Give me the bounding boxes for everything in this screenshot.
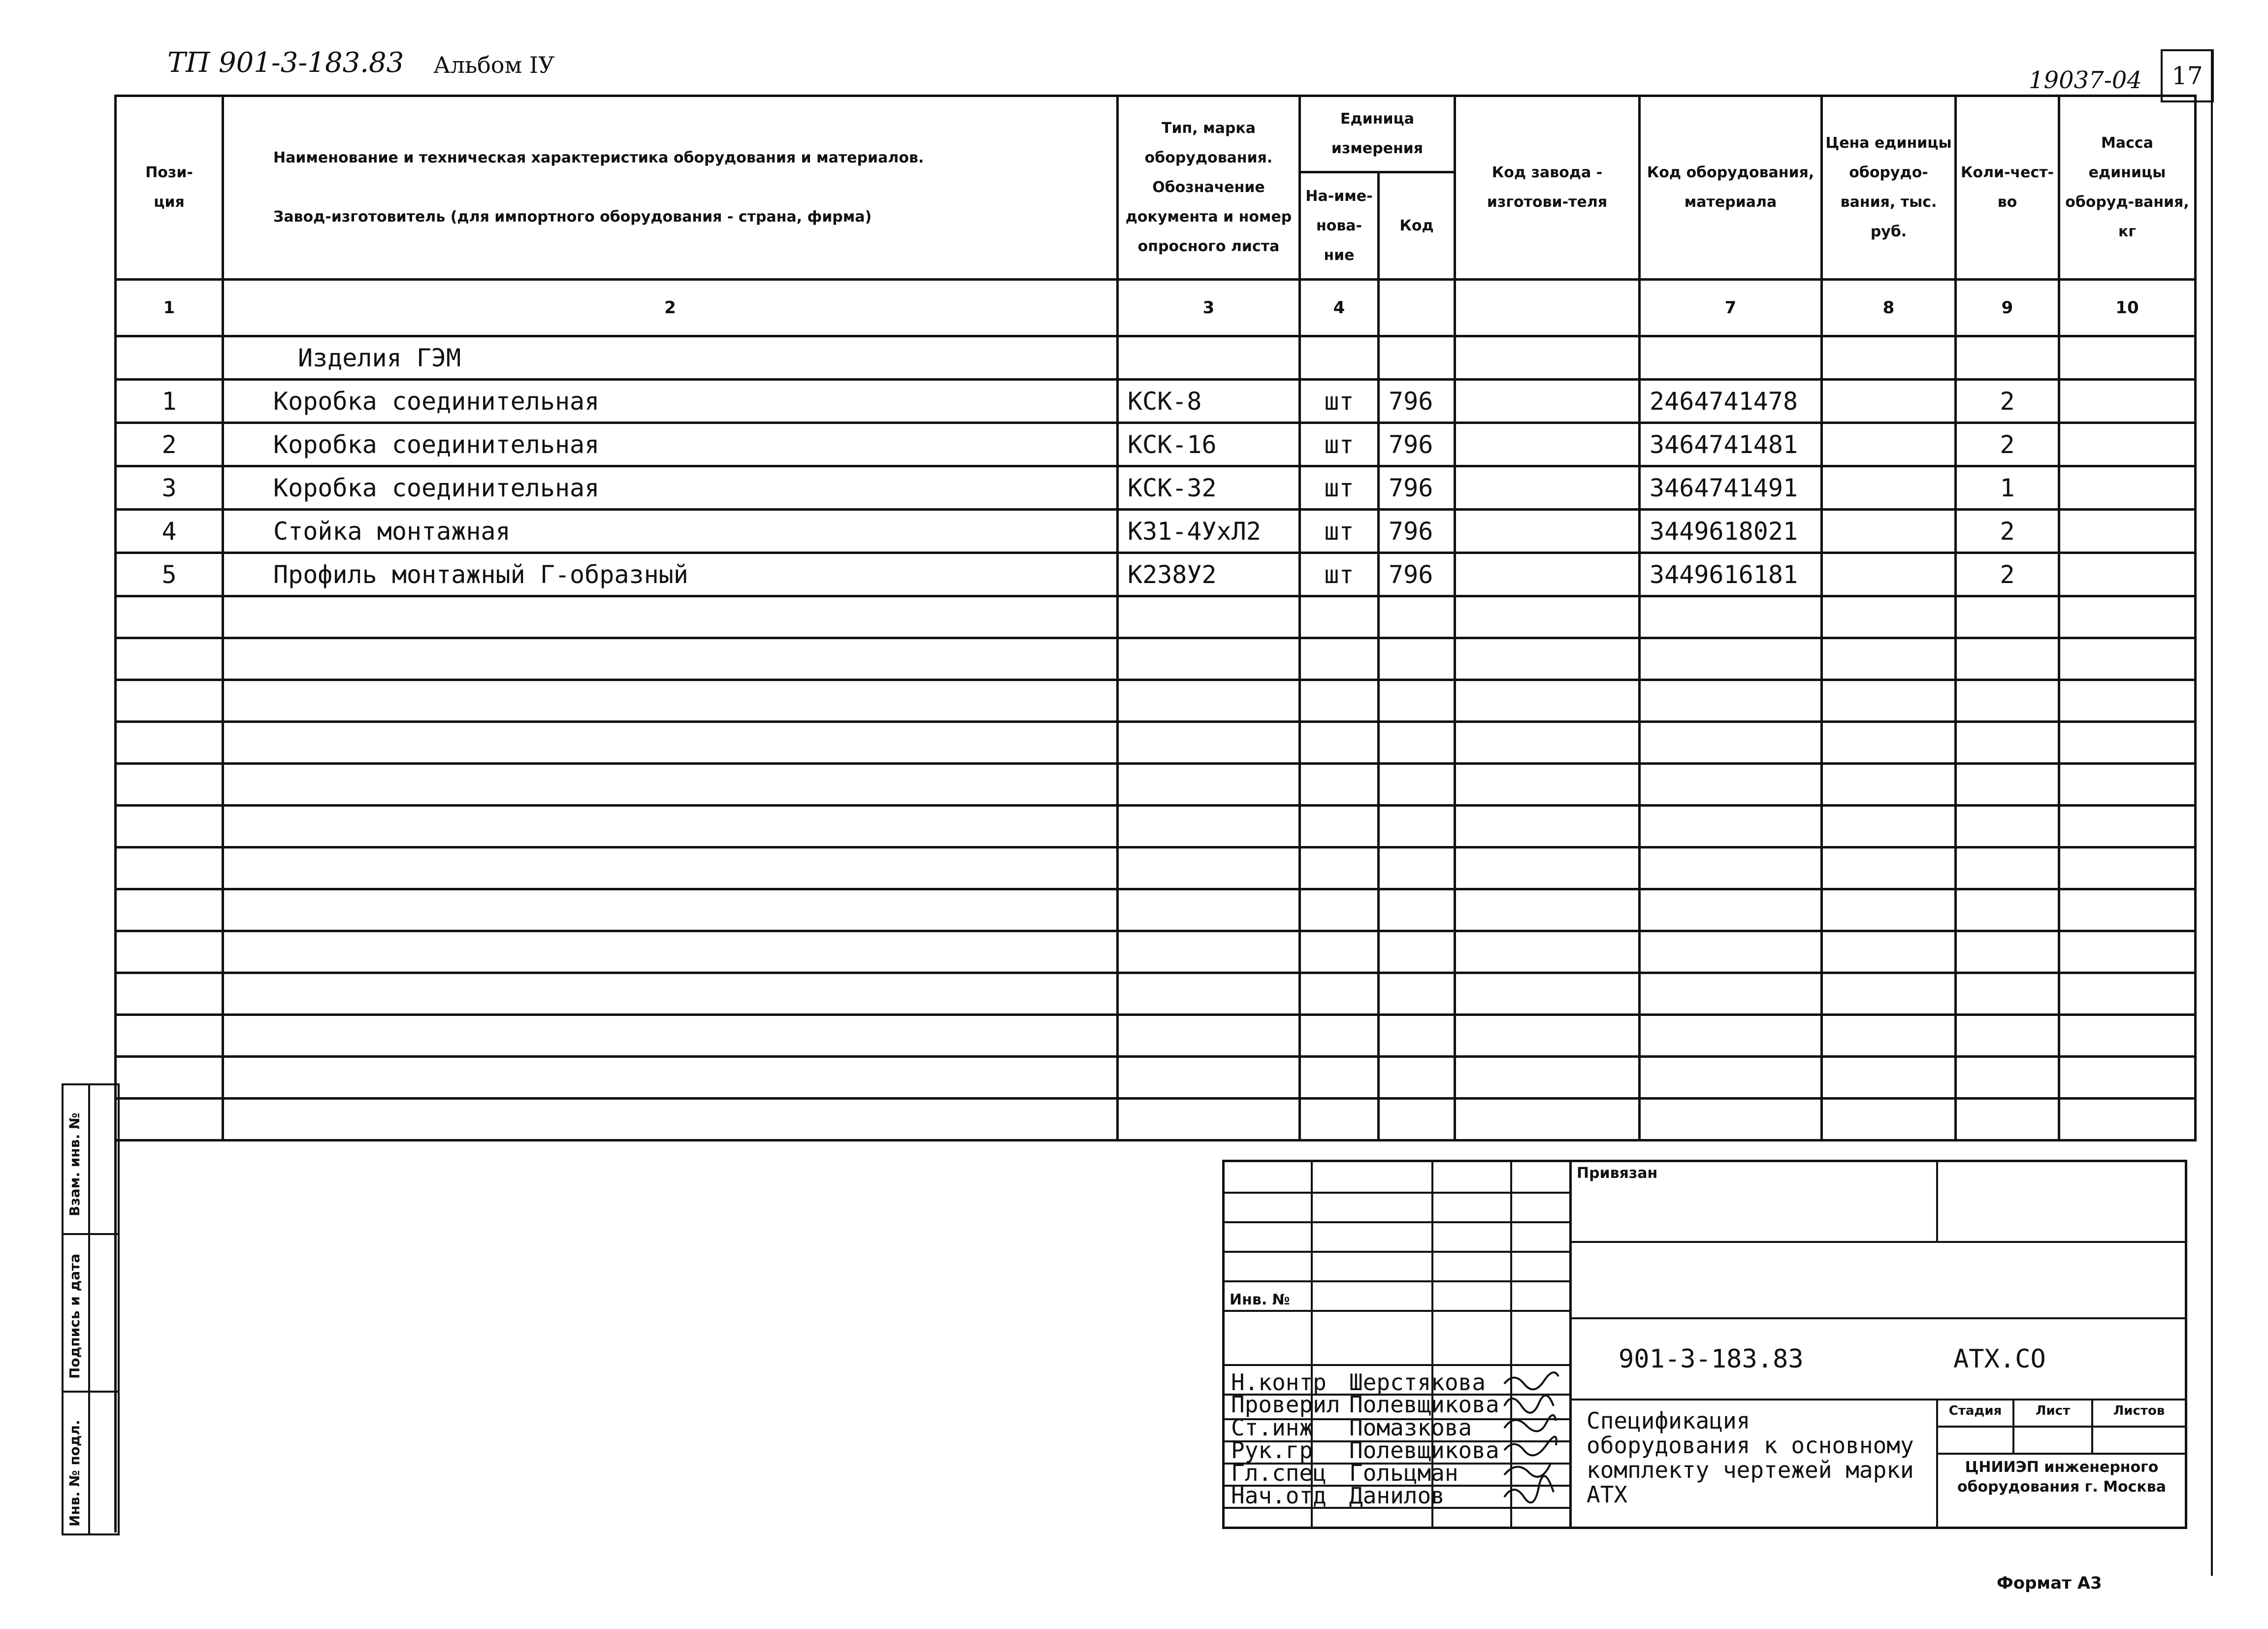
col-number: 4 <box>1300 280 1379 336</box>
specification-table <box>114 95 2197 1141</box>
row-unit: шт <box>1300 510 1379 553</box>
col-number: 10 <box>2059 280 2196 336</box>
signer-role: Гл.спец <box>1231 1460 1327 1486</box>
col-number: 7 <box>1640 280 1822 336</box>
signer-name: Полевщикова <box>1349 1391 1499 1418</box>
row-qty: 2 <box>1956 423 2059 466</box>
row-position: 2 <box>116 423 223 466</box>
col-number <box>1455 280 1640 336</box>
row-type: КСК-32 <box>1118 466 1300 510</box>
row-name: Стойка монтажная <box>223 510 1118 553</box>
col-number: 2 <box>223 280 1118 336</box>
row-position: 1 <box>116 380 223 423</box>
row-name: Коробка соединительная <box>223 466 1118 510</box>
col-header-unit-code: Код <box>1379 172 1455 280</box>
signer-role: Нач.отд <box>1231 1482 1327 1509</box>
row-position: 4 <box>116 510 223 553</box>
col-number <box>1379 280 1455 336</box>
signer-name: Шерстякова <box>1349 1369 1486 1396</box>
row-qty: 1 <box>1956 466 2059 510</box>
table-row-empty <box>116 722 2196 764</box>
col-header-unit: Единица измерения <box>1300 96 1455 172</box>
doc-reference: ТП 901-3-183.83 <box>167 47 404 79</box>
row-unit-code: 796 <box>1379 466 1455 510</box>
row-unit: шт <box>1300 380 1379 423</box>
doc-mark: АТХ.СО <box>1953 1344 2046 1374</box>
stage-label: Стадия <box>1948 1403 2002 1418</box>
col-header-qty: Коли-чест-во <box>1956 96 2059 280</box>
table-row <box>116 553 2196 596</box>
row-name: Коробка соединительная <box>223 380 1118 423</box>
col-header-unit-name: На-име-нова-ние <box>1300 172 1379 280</box>
row-unit-code: 796 <box>1379 510 1455 553</box>
signer-name: Полевщикова <box>1349 1437 1499 1464</box>
col-number: 9 <box>1956 280 2059 336</box>
table-row-empty <box>116 596 2196 638</box>
signer-role: Рук.гр <box>1231 1437 1313 1464</box>
row-position: 3 <box>116 466 223 510</box>
table-row <box>116 423 2196 466</box>
table-row-empty <box>116 764 2196 806</box>
table-row-empty <box>116 806 2196 847</box>
side-label-sign-date: Подпись и дата <box>66 1253 83 1379</box>
col-number: 3 <box>1118 280 1300 336</box>
col-header-name: Наименование и техническая характеристика оборудования и материалов. Завод-изготовитель (для импортного оборудования - страна, фирма) <box>223 96 1118 280</box>
col-header-mass: Масса единицы оборуд-вания, кг <box>2059 96 2196 280</box>
row-type: К31-4УхЛ2 <box>1118 510 1300 553</box>
signer-role: Проверил <box>1231 1391 1340 1418</box>
row-equip-code: 3449616181 <box>1640 553 1822 596</box>
table-row-empty <box>116 1057 2196 1099</box>
signer-name: Данилов <box>1349 1482 1445 1509</box>
row-qty: 2 <box>1956 380 2059 423</box>
table-row-empty <box>116 1015 2196 1057</box>
col-header-position: Пози- ция <box>116 96 223 280</box>
doc-code: 901-3-183.83 <box>1619 1344 1804 1374</box>
row-name: Профиль монтажный Г-образный <box>223 553 1118 596</box>
section-title: Изделия ГЭМ <box>223 336 1118 380</box>
col-header-price: Цена единицы оборудо-вания, тыс. руб. <box>1822 96 1956 280</box>
table-row-empty <box>116 931 2196 973</box>
album-label: Альбом IУ <box>433 52 555 78</box>
signer-name: Гольцман <box>1349 1460 1458 1486</box>
col-header-equip-code: Код оборудования, материала <box>1640 96 1822 280</box>
row-type: КСК-8 <box>1118 380 1300 423</box>
frame-right <box>2211 49 2213 1576</box>
row-unit-code: 796 <box>1379 423 1455 466</box>
row-unit: шт <box>1300 553 1379 596</box>
col-header-type: Тип, марка оборудования. Обозначение документа и номер опросного листа <box>1118 96 1300 280</box>
row-unit-code: 796 <box>1379 380 1455 423</box>
col-number: 8 <box>1822 280 1956 336</box>
row-qty: 2 <box>1956 510 2059 553</box>
table-row-empty <box>116 1099 2196 1140</box>
row-qty: 2 <box>1956 553 2059 596</box>
signer-role: Ст.инж <box>1231 1414 1313 1441</box>
row-equip-code: 2464741478 <box>1640 380 1822 423</box>
signer-name: Помазкова <box>1349 1414 1472 1441</box>
inv-no-label: Инв. № <box>1230 1291 1290 1308</box>
format-label: Формат А3 <box>1997 1573 2102 1593</box>
row-name: Коробка соединительная <box>223 423 1118 466</box>
organization: ЦНИИЭП инженерного оборудования г. Москва <box>1957 1459 2167 1496</box>
table-row-empty <box>116 680 2196 722</box>
row-equip-code: 3464741491 <box>1640 466 1822 510</box>
privyazan-label: Привязан <box>1577 1165 1658 1182</box>
table-row <box>116 380 2196 423</box>
sheet-number: 17 <box>2161 49 2214 102</box>
table-row <box>116 466 2196 510</box>
row-type: КСК-16 <box>1118 423 1300 466</box>
row-type: К238У2 <box>1118 553 1300 596</box>
signer-role: Н.контр <box>1231 1369 1327 1396</box>
table-row-empty <box>116 847 2196 889</box>
sheets-label: Листов <box>2113 1403 2165 1418</box>
row-equip-code: 3464741481 <box>1640 423 1822 466</box>
row-equip-code: 3449618021 <box>1640 510 1822 553</box>
row-position: 5 <box>116 553 223 596</box>
side-label-replace-inv: Взам. инв. № <box>66 1112 83 1216</box>
col-number: 1 <box>116 280 223 336</box>
row-unit: шт <box>1300 466 1379 510</box>
table-row-empty <box>116 638 2196 680</box>
inventory-number: 19037-04 <box>2029 66 2142 94</box>
table-row-empty <box>116 973 2196 1015</box>
row-unit-code: 796 <box>1379 553 1455 596</box>
sheet-label: Лист <box>2035 1403 2071 1418</box>
col-header-maker-code: Код завода - изготови-теля <box>1455 96 1640 280</box>
row-unit: шт <box>1300 423 1379 466</box>
table-row <box>116 510 2196 553</box>
signature-scribbles <box>1502 1369 1561 1512</box>
doc-title: Спецификация оборудования к основному комплекту чертежей марки АТХ <box>1587 1407 1914 1508</box>
side-label-inv-orig: Инв. № подл. <box>66 1420 83 1527</box>
table-row-empty <box>116 889 2196 931</box>
